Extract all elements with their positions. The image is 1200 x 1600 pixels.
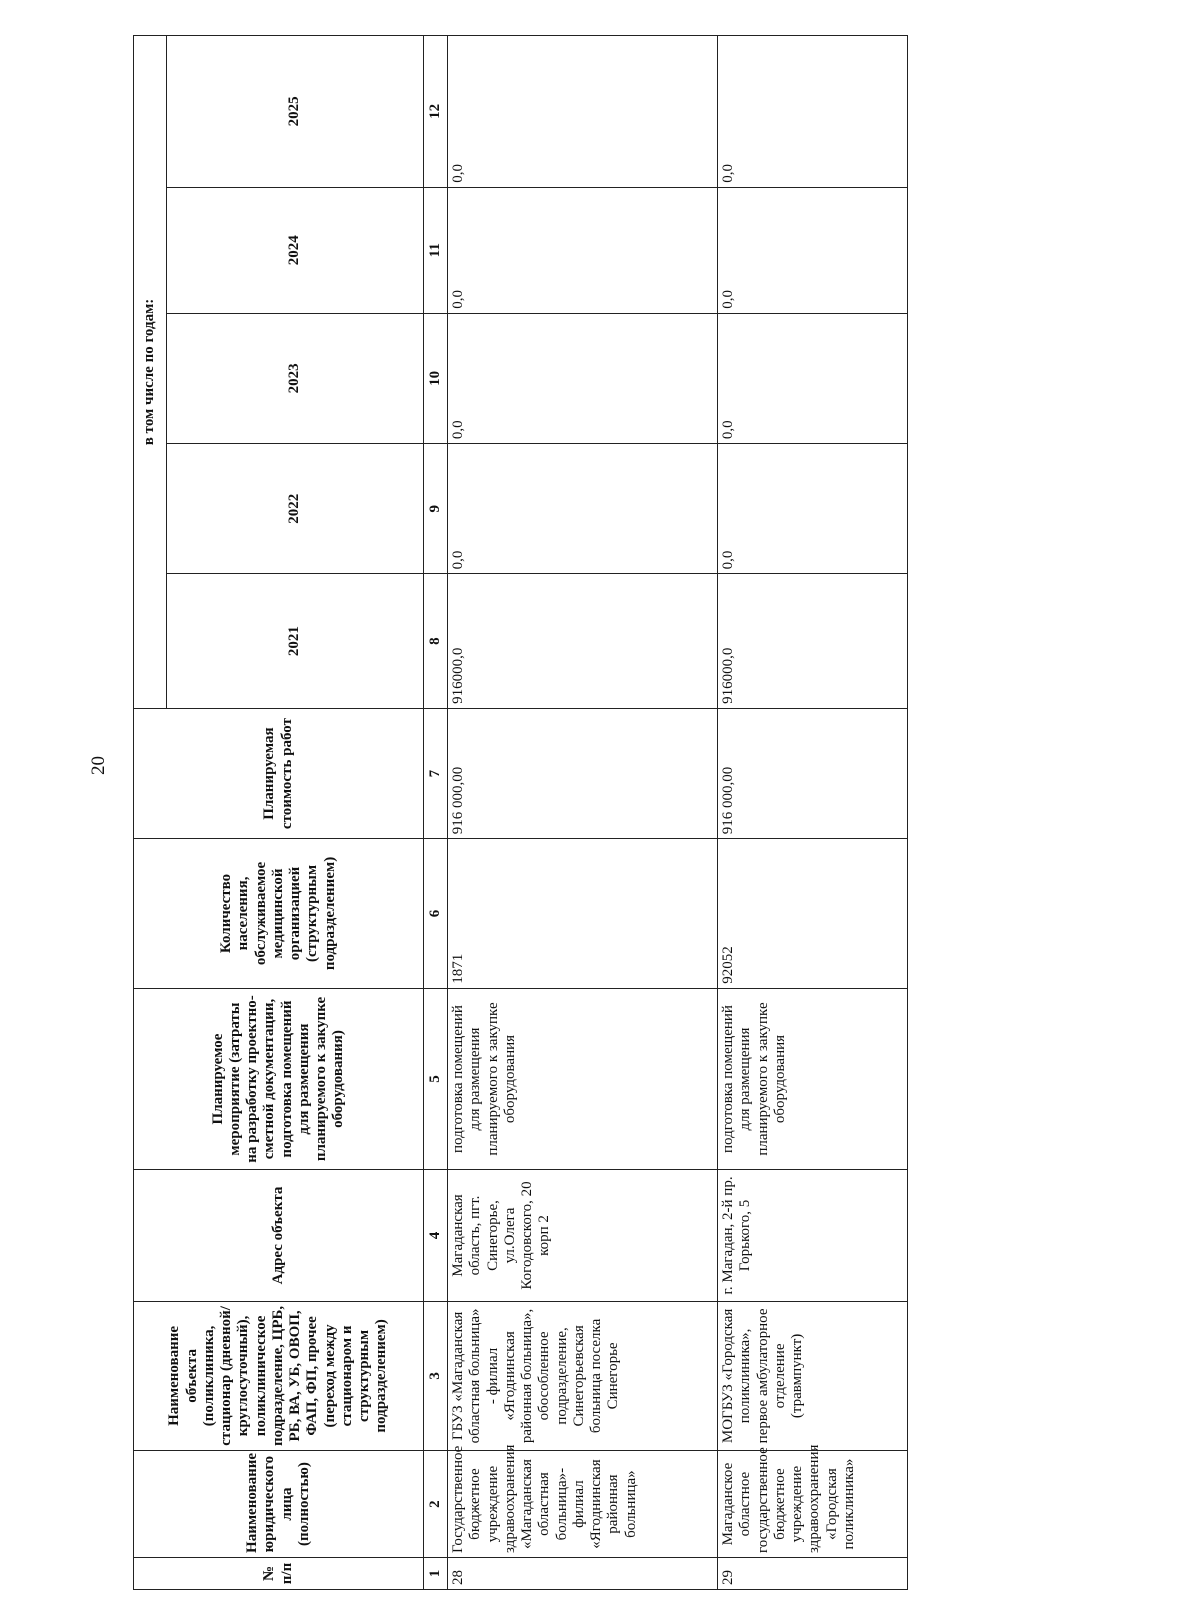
colnum-5: 5 [424,988,448,1170]
row-cost: 916 000,00 [718,708,908,838]
header-entity: Наименование юридического лица (полностью) [134,1451,424,1558]
colnum-6: 6 [424,839,448,989]
colnum-4: 4 [424,1170,448,1301]
header-year-2022: 2022 [167,444,424,574]
row-no: 28 [448,1557,718,1589]
row-population: 1871 [448,839,718,989]
page-number: 20 [88,756,109,775]
row-y2024: 0,0 [448,187,718,313]
row-measure: подготовка помещений для размещения планируемого к закупке оборудования [718,988,908,1170]
row-y2025: 0,0 [448,36,718,188]
colnum-11: 11 [424,187,448,313]
header-cost: Планируемая стоимость работ [134,708,424,838]
row-no: 29 [718,1557,908,1589]
row-y2022: 0,0 [448,444,718,574]
colnum-9: 9 [424,444,448,574]
table-row [718,36,908,1590]
row-y2023: 0,0 [448,313,718,443]
rotated-table-wrapper [133,35,908,1590]
header-row-1 [134,36,167,1590]
header-year-2021: 2021 [167,574,424,709]
colnum-8: 8 [424,574,448,709]
colnum-7: 7 [424,708,448,838]
header-year-2023: 2023 [167,313,424,443]
header-year-2025: 2025 [167,36,424,188]
colnum-10: 10 [424,313,448,443]
row-y2021: 916000,0 [718,574,908,709]
colnum-12: 12 [424,36,448,188]
row-entity: Магаданское областное государственное бюджетное учреждение здравоохранения «Городская поликлиника» [718,1451,908,1558]
row-y2023: 0,0 [718,313,908,443]
colnum-2: 2 [424,1451,448,1558]
colnum-1: 1 [424,1557,448,1589]
row-object: ГБУЗ «Магаданская областная больница» - филиал «Ягоднинская районная больница», обособленное подразделение, Синегорьевская больница поселка Синегорье [448,1301,718,1451]
row-population: 92052 [718,839,908,989]
row-address: Магаданская область, пгт. Синегорье, ул.Олега Когодовского, 20 корп 2 [448,1170,718,1301]
row-address: г. Магадан, 2-й пр. Горького, 5 [718,1170,908,1301]
row-y2025: 0,0 [718,36,908,188]
header-population: Количество населения, обслуживаемое медицинской организацией (структурным подразделением) [134,839,424,989]
table-row [448,36,718,1590]
row-y2021: 916000,0 [448,574,718,709]
header-measure: Планируемое мероприятие (затраты на разработку проектно-сметной документации, подготовка помещений для размещения планируемого к закупке оборудования) [134,988,424,1170]
header-year-2024: 2024 [167,187,424,313]
row-object: МОГБУЗ «Городская поликлиника», первое амбулаторное отделение (травмпункт) [718,1301,908,1451]
row-measure: подготовка помещений для размещения планируемого к закупке оборудования [448,988,718,1170]
row-entity: Государственное бюджетное учреждение здравоохранения «Магаданская областная больница»- филиал «Ягоднинская районная больница» [448,1451,718,1558]
equipment-plan-table [133,35,908,1590]
header-years-group: в том числе по годам: [134,36,167,709]
colnum-3: 3 [424,1301,448,1451]
header-no: № п/п [134,1557,424,1589]
header-object: Наименование объекта (поликлиника, стационар (дневной/круглосуточный), поликлиническое подразделение, ЦРБ, РБ, ВА, УБ, ОВОП, ФАП, ФП, прочее (переход между стационаром и структурным подразделением) [134,1301,424,1451]
row-cost: 916 000,00 [448,708,718,838]
row-y2022: 0,0 [718,444,908,574]
header-address: Адрес объекта [134,1170,424,1301]
column-number-row [424,36,448,1590]
row-y2024: 0,0 [718,187,908,313]
